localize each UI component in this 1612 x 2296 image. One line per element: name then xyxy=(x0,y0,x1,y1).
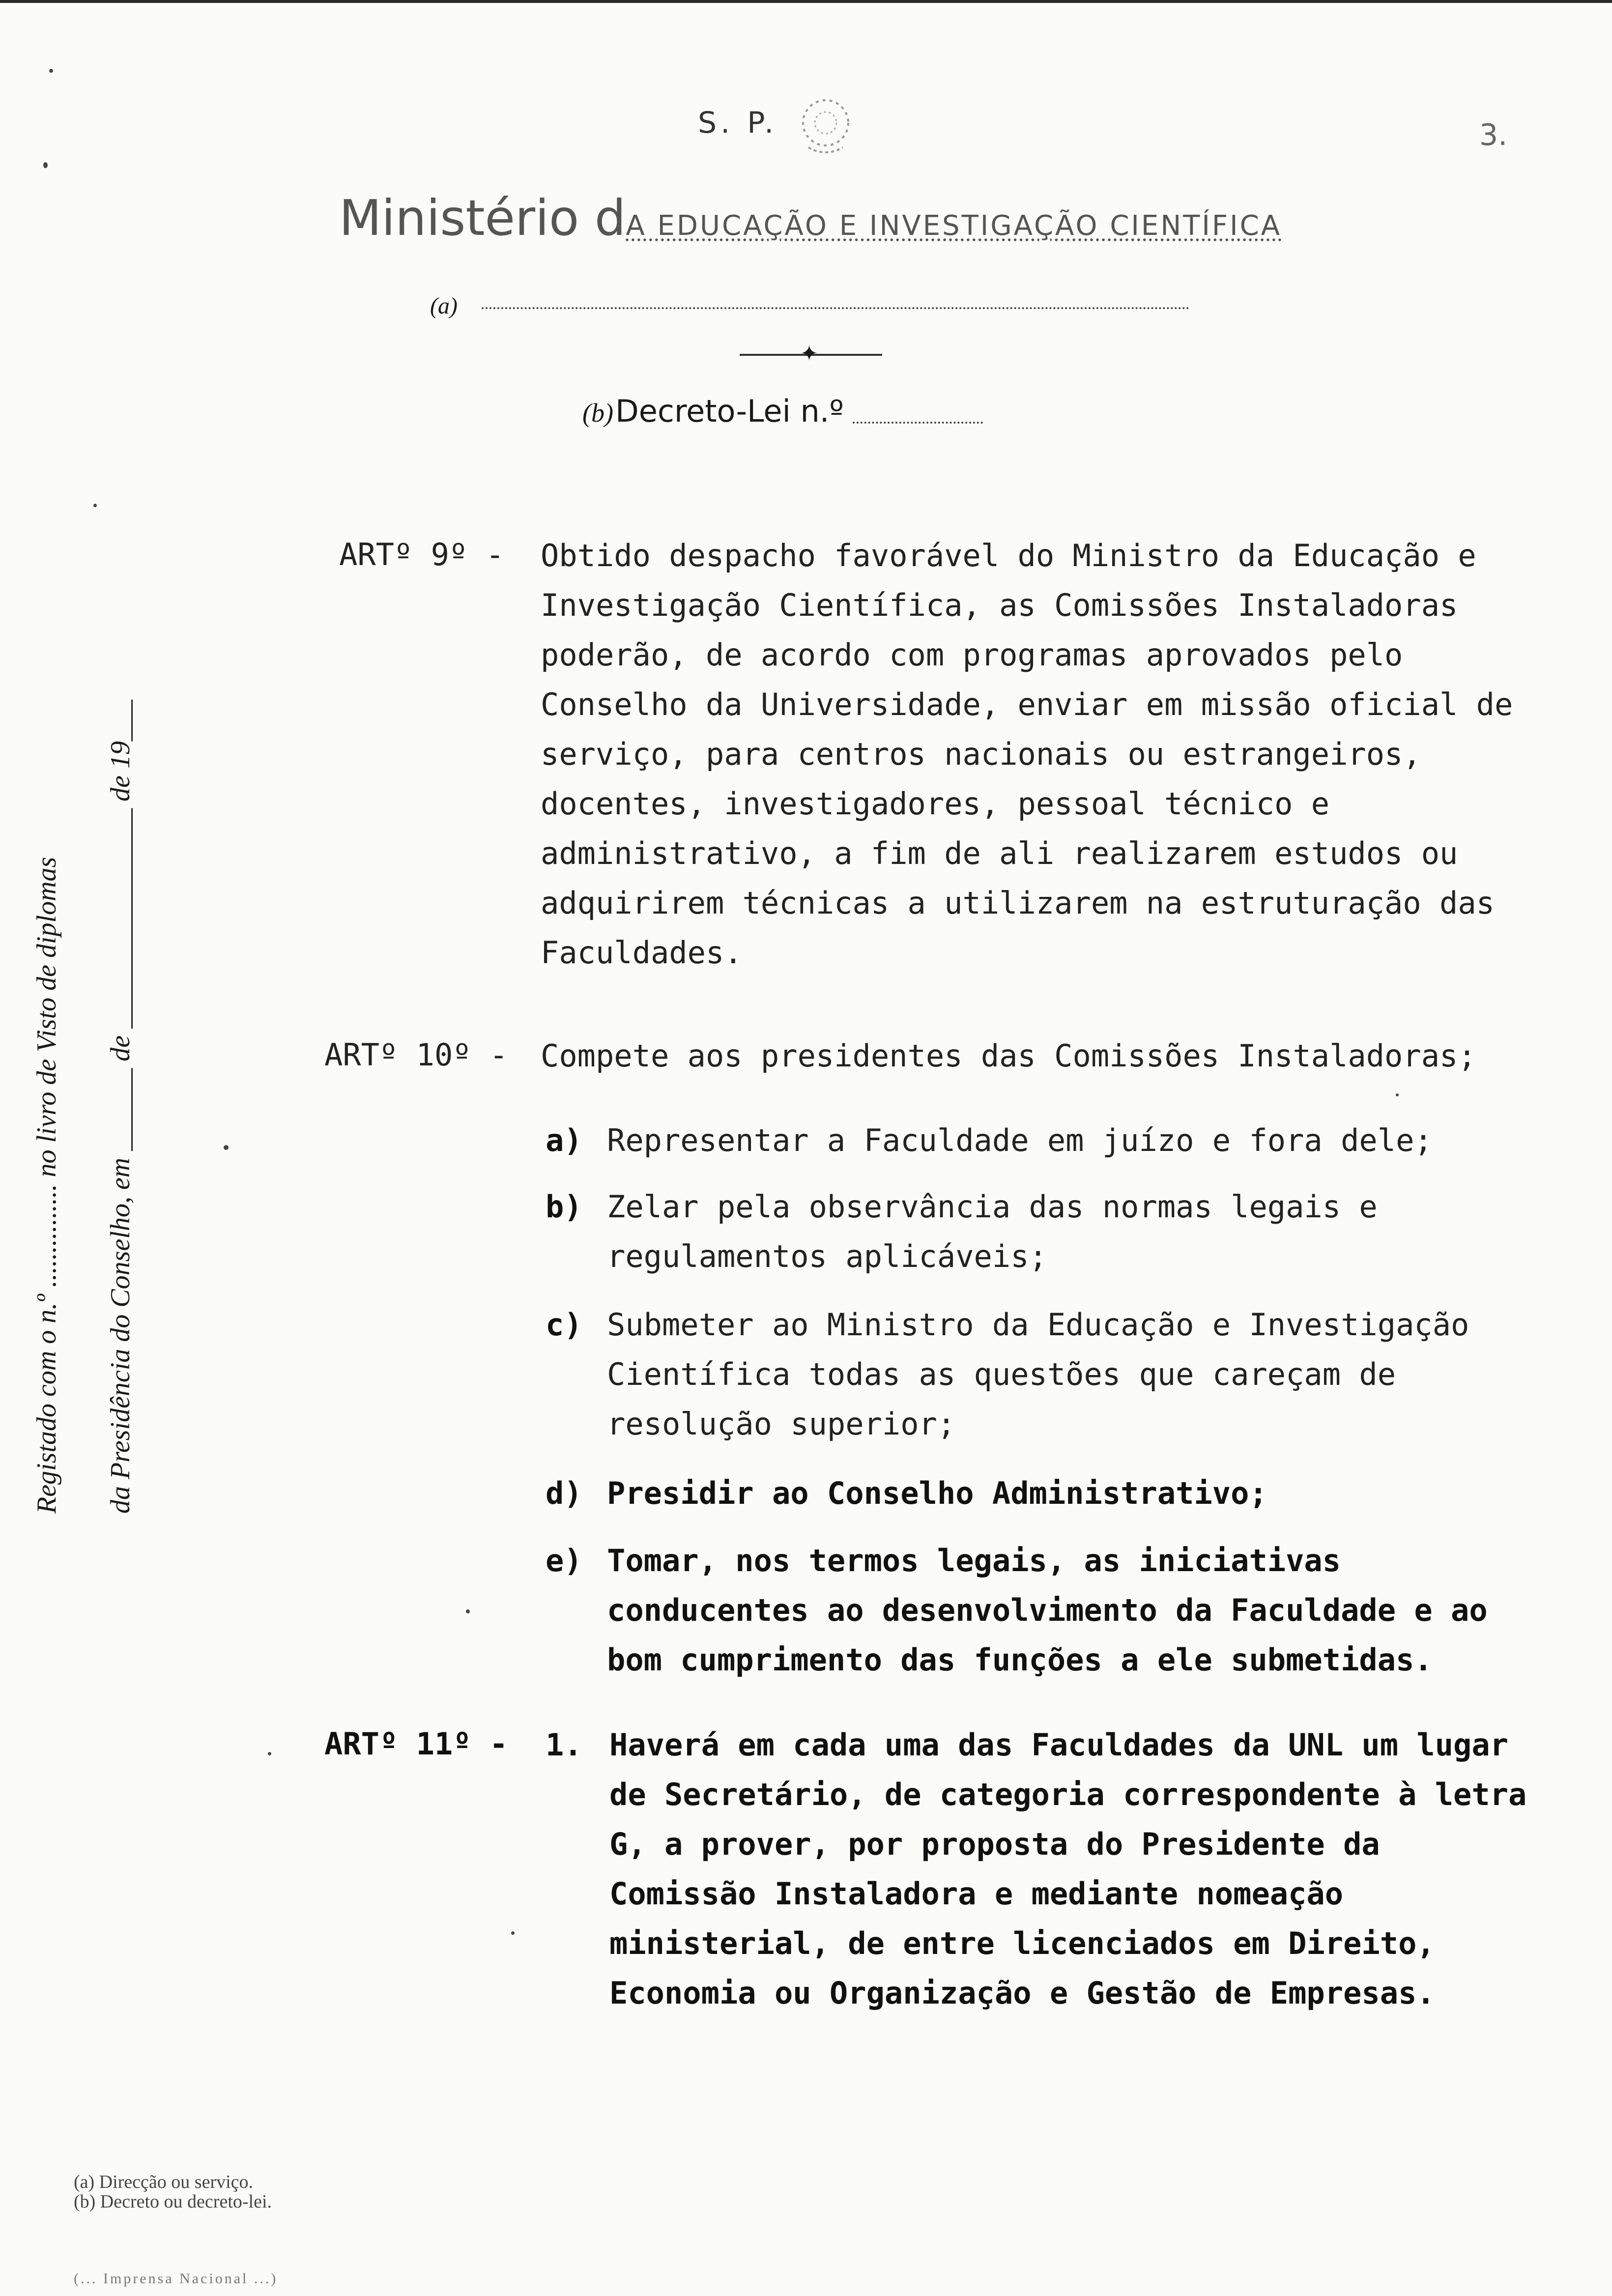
scan-speck xyxy=(49,69,53,73)
decree-number-blank xyxy=(853,422,983,424)
art10-item-d-text: Presidir ao Conselho Administrativo; xyxy=(607,1475,1267,1511)
divider-ornament: ✦ xyxy=(800,342,818,366)
art10-heading: ARTº 10º - xyxy=(324,1037,508,1073)
art10-item-b-label: b) xyxy=(546,1189,582,1225)
art9-heading: ARTº 9º - xyxy=(339,537,504,573)
registry-line-1: Registado com o n.º ............... no livro de Visto de diplomas xyxy=(31,857,62,1514)
scan-speck xyxy=(466,1609,470,1613)
field-a-blank xyxy=(482,307,1189,309)
art10-item-d-label: d) xyxy=(546,1475,582,1511)
decree-heading xyxy=(582,393,983,429)
footnotes xyxy=(74,2172,272,2211)
ministry-prefix: Ministério d xyxy=(339,189,626,247)
emblem-text: S. P. xyxy=(698,106,778,140)
art10-item-a-label: a) xyxy=(546,1122,582,1158)
footnote-a: (a) Direcção ou serviço. xyxy=(74,2172,254,2192)
page-number: 3. xyxy=(1479,118,1508,152)
scan-speck xyxy=(93,504,97,507)
field-b-label: (b) xyxy=(582,398,613,428)
ministry-name: A EDUCAÇÃO E INVESTIGAÇÃO CIENTÍFICA xyxy=(626,210,1282,242)
art10-intro: Compete aos presidentes das Comissões Instaladoras; xyxy=(541,1038,1476,1074)
art11-number: 1. xyxy=(546,1727,582,1763)
art10-item-e-label: e) xyxy=(546,1543,582,1578)
art10-item-c-text: Submeter ao Ministro da Educação e Investigação Científica todas as questões que careçam de resolução superior; xyxy=(607,1307,1469,1442)
registry-margin-note xyxy=(10,580,157,1514)
registry-line-2: da Presidência do Conselho, em ______ de ________________ de 19___ xyxy=(105,700,136,1514)
footnote-b: (b) Decreto ou decreto-lei. xyxy=(74,2191,272,2212)
ministry-title xyxy=(339,189,1282,247)
art10-item-a-text: Representar a Faculdade em juízo e fora dele; xyxy=(607,1122,1433,1158)
scan-speck xyxy=(1396,1093,1399,1096)
art10-item-c-label: c) xyxy=(546,1307,582,1343)
scan-speck xyxy=(511,1931,515,1935)
printer-imprint: (... Imprensa Nacional ...) xyxy=(74,2270,278,2287)
scan-speck xyxy=(43,162,48,168)
art11-text: Haverá em cada uma das Faculdades da UNL um lugar de Secretário, de categoria correspondente à letra G, a prover, por proposta do Presidente da Comissão Instaladora e mediante nomeação ministerial, de entre licenciados em Direito, Economia ou Organização e Gestão de Empresas. xyxy=(609,1727,1527,2011)
art10-item-b-text: Zelar pela observância das normas legais e regulamentos aplicáveis; xyxy=(607,1189,1378,1274)
scan-speck xyxy=(224,1145,229,1150)
field-a-label: (a) xyxy=(430,293,458,319)
top-border xyxy=(0,0,1612,3)
art11-heading: ARTº 11º - xyxy=(324,1726,508,1762)
decree-label: Decreto-Lei n.º xyxy=(615,393,844,429)
art9-text: Obtido despacho favorável do Ministro da Educação e Investigação Científica, as Comissões Instaladoras poderão, de acordo com programas aprovados pelo Conselho da Universidade, enviar em missão oficial de serviço, para centros nacionais ou estrangeiros, docentes, investigadores, pessoal técnico e administrativo, a fim de ali realizarem estudos ou adquirirem técnicas a utilizarem na estruturação das Faculdades. xyxy=(541,538,1513,971)
art10-item-e-text: Tomar, nos termos legais, as iniciativas conducentes ao desenvolvimento da Faculdade e ao bom cumprimento das funções a ele submetidas. xyxy=(607,1543,1488,1678)
scan-speck xyxy=(268,1752,271,1755)
